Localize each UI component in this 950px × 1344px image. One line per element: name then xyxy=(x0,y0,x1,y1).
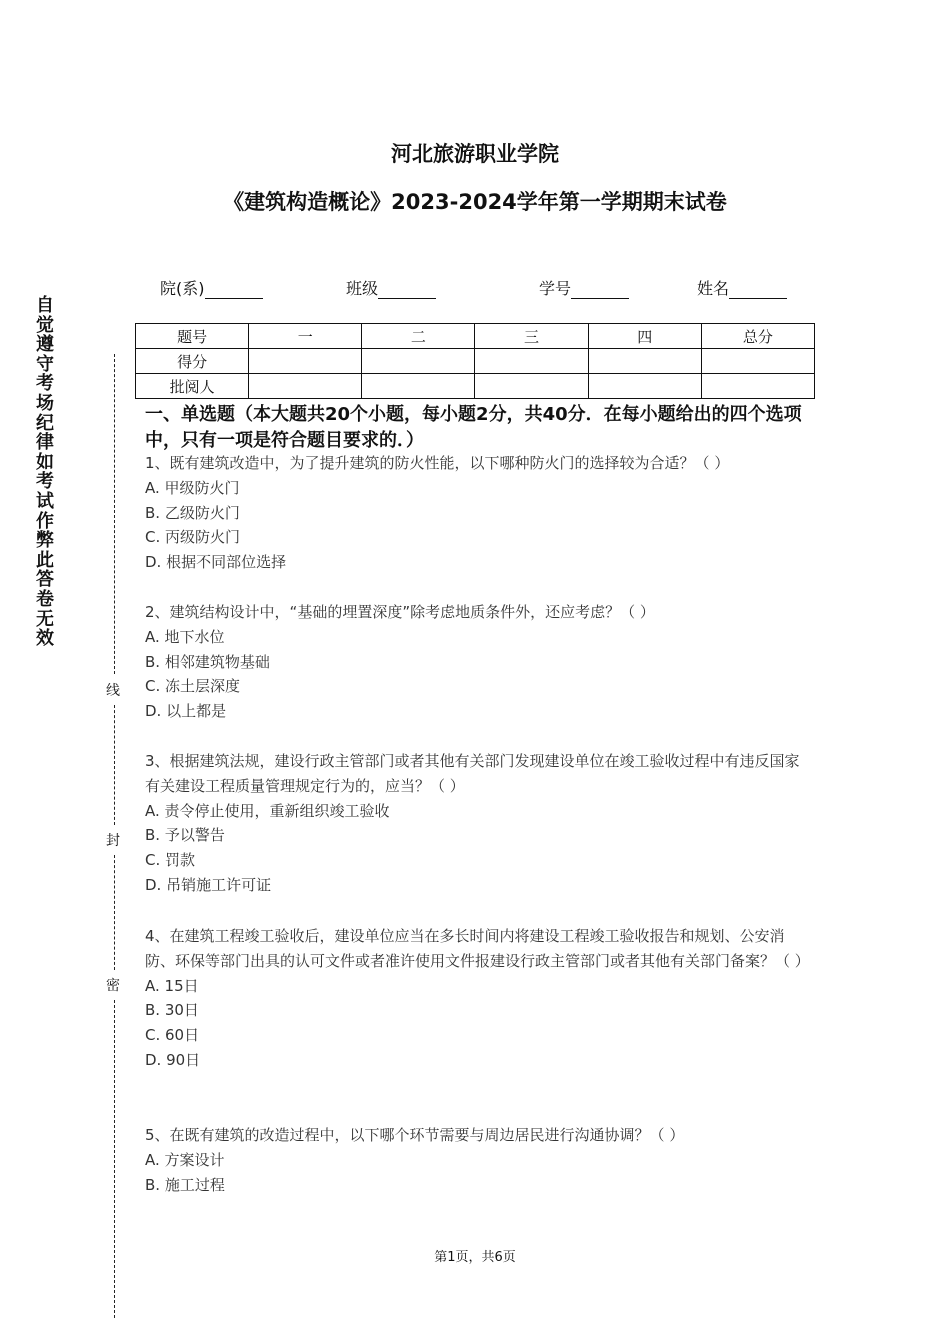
grader-cell[interactable] xyxy=(362,374,475,399)
seal-dashed-line xyxy=(114,354,115,674)
page-number: 第1页，共6页 xyxy=(434,1250,516,1265)
score-cell[interactable] xyxy=(249,349,362,374)
column-header: 总分 xyxy=(701,324,814,349)
column-header: 一 xyxy=(249,324,362,349)
option-a[interactable]: A. 甲级防火门 xyxy=(145,478,240,497)
score-table xyxy=(135,323,815,399)
id-blank[interactable] xyxy=(571,281,629,299)
option-c[interactable]: C. 60日 xyxy=(145,1026,200,1045)
exam-discipline-notice: 自觉遵守考场纪律如考试作弊此答卷无效 xyxy=(36,295,54,650)
seal-secret-char: 密 xyxy=(106,978,120,994)
question-1 xyxy=(145,451,813,575)
table-row xyxy=(136,349,815,374)
id-label: 学号 xyxy=(539,279,572,298)
row-label: 题号 xyxy=(136,324,249,349)
class-label: 班级 xyxy=(346,279,379,298)
seal-line-char: 线 xyxy=(106,683,120,699)
option-a[interactable]: A. 地下水位 xyxy=(145,627,225,646)
option-a[interactable]: A. 15日 xyxy=(145,976,199,995)
option-b[interactable]: B. 予以警告 xyxy=(145,826,225,845)
question-stem: 3、根据建筑法规，建设行政主管部门或者其他有关部门发现建设单位在竣工验收过程中有违反国家有关建设工程质量管理规定行为的，应当？（ ） xyxy=(145,752,800,795)
class-blank[interactable] xyxy=(378,281,436,299)
name-field[interactable] xyxy=(697,276,787,299)
row-label: 批阅人 xyxy=(136,374,249,399)
option-b[interactable]: B. 乙级防火门 xyxy=(145,503,240,522)
question-stem: 4、在建筑工程竣工验收后，建设单位应当在多长时间内将建设工程竣工验收报告和规划、公安消防、环保等部门出具的认可文件或者准许使用文件报建设行政主管部门或者其他有关部门备案？（ ） xyxy=(145,927,810,970)
option-c[interactable]: C. 冻土层深度 xyxy=(145,677,241,696)
question-4 xyxy=(145,924,813,1073)
column-header: 三 xyxy=(475,324,588,349)
option-b[interactable]: B. 相邻建筑物基础 xyxy=(145,652,270,671)
dept-field[interactable] xyxy=(160,276,263,299)
id-field[interactable] xyxy=(539,276,629,299)
section-heading: 一、单选题（本大题共20个小题，每小题2分，共40分．在每小题给出的四个选项中，只有一项是符合题目要求的．） xyxy=(145,404,802,451)
seal-seal-char: 封 xyxy=(106,833,120,849)
option-d[interactable]: D. 以上都是 xyxy=(145,702,227,721)
column-header: 二 xyxy=(362,324,475,349)
question-2 xyxy=(145,600,813,724)
table-row xyxy=(136,374,815,399)
grader-cell[interactable] xyxy=(588,374,701,399)
row-label: 得分 xyxy=(136,349,249,374)
grader-cell[interactable] xyxy=(475,374,588,399)
option-b[interactable]: B. 施工过程 xyxy=(145,1175,225,1194)
seal-dashed-line xyxy=(114,1000,115,1318)
option-a[interactable]: A. 责令停止使用，重新组织竣工验收 xyxy=(145,801,390,820)
grader-cell[interactable] xyxy=(701,374,814,399)
dept-blank[interactable] xyxy=(205,281,263,299)
option-c[interactable]: C. 丙级防火门 xyxy=(145,528,241,547)
seal-dashed-line xyxy=(114,855,115,970)
column-header: 四 xyxy=(588,324,701,349)
question-5 xyxy=(145,1123,813,1197)
table-row xyxy=(136,324,815,349)
question-stem: 1、既有建筑改造中，为了提升建筑的防火性能，以下哪种防火门的选择较为合适？（ ） xyxy=(145,454,730,472)
exam-title: 《建筑构造概论》2023-2024学年第一学期期末试卷 xyxy=(223,190,727,214)
question-3 xyxy=(145,749,813,898)
score-cell[interactable] xyxy=(701,349,814,374)
question-stem: 2、建筑结构设计中，“基础的埋置深度”除考虑地质条件外，还应考虑？（ ） xyxy=(145,603,655,621)
question-stem: 5、在既有建筑的改造过程中，以下哪个环节需要与周边居民进行沟通协调？（ ） xyxy=(145,1126,685,1144)
seal-dashed-line xyxy=(114,705,115,825)
name-blank[interactable] xyxy=(729,281,787,299)
school-name: 河北旅游职业学院 xyxy=(391,142,559,166)
class-field[interactable] xyxy=(346,276,436,299)
score-cell[interactable] xyxy=(588,349,701,374)
dept-label: 院(系) xyxy=(160,279,205,298)
option-d[interactable]: D. 吊销施工许可证 xyxy=(145,875,272,894)
option-a[interactable]: A. 方案设计 xyxy=(145,1150,225,1169)
option-d[interactable]: D. 根据不同部位选择 xyxy=(145,553,287,572)
grader-cell[interactable] xyxy=(249,374,362,399)
score-cell[interactable] xyxy=(475,349,588,374)
name-label: 姓名 xyxy=(697,279,730,298)
option-d[interactable]: D. 90日 xyxy=(145,1050,201,1069)
score-cell[interactable] xyxy=(362,349,475,374)
option-c[interactable]: C. 罚款 xyxy=(145,851,196,870)
option-b[interactable]: B. 30日 xyxy=(145,1001,199,1020)
